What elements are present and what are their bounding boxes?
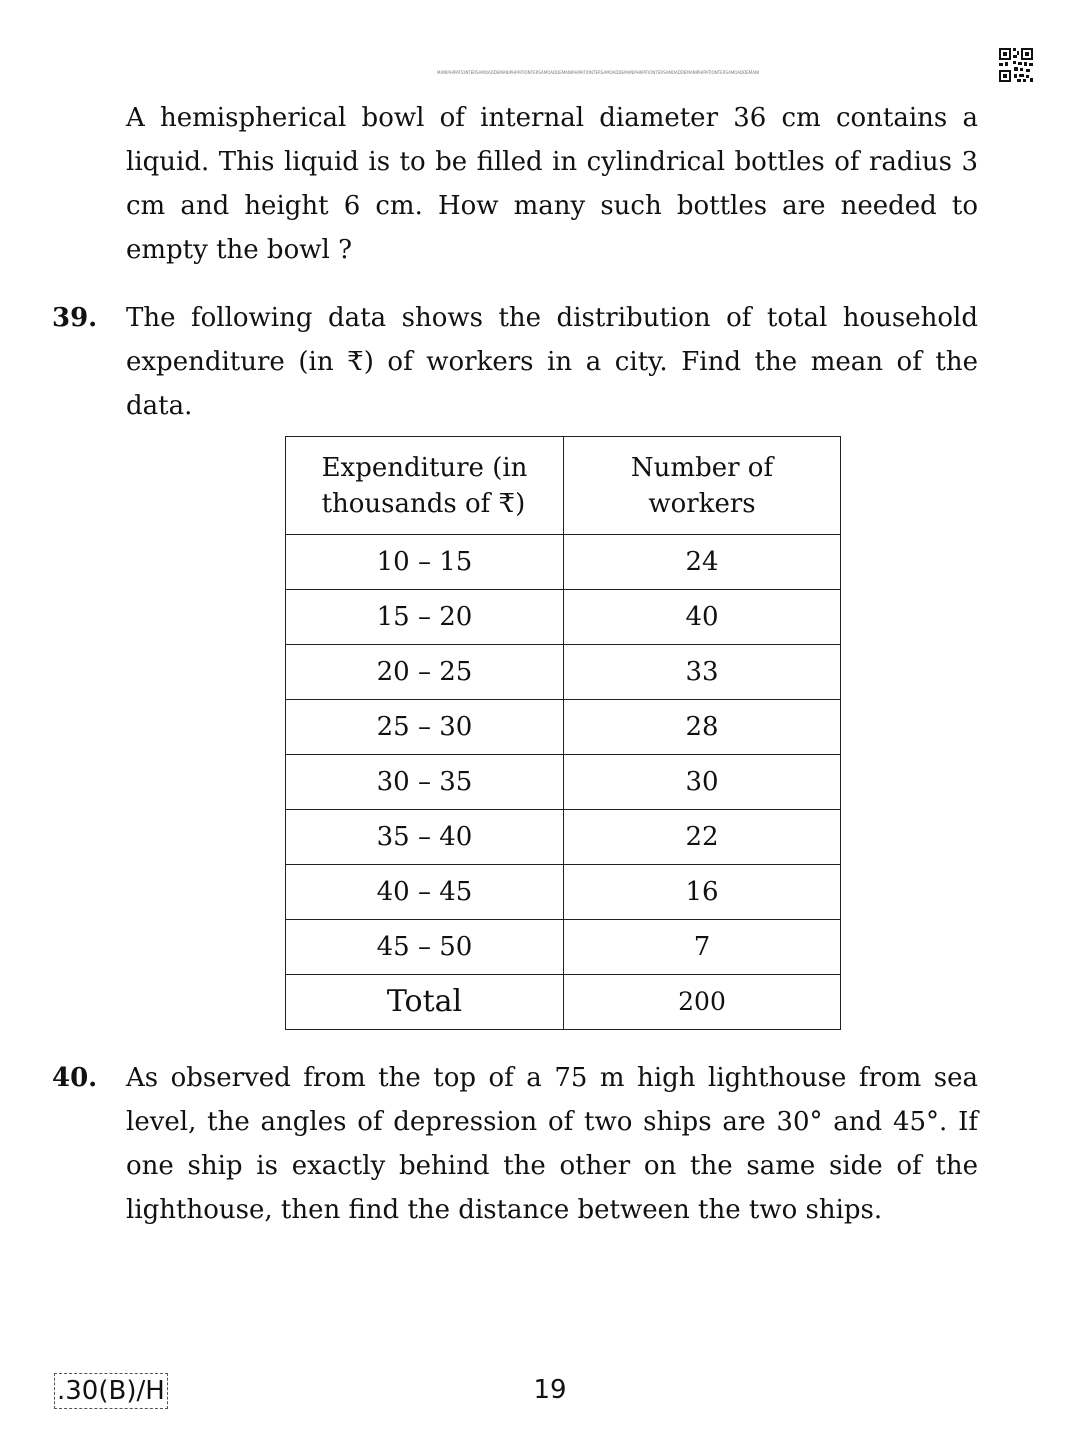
expenditure-cell: 15 – 20 bbox=[286, 590, 564, 645]
workers-cell: 28 bbox=[564, 700, 841, 755]
header-workers-line2: workers bbox=[648, 488, 756, 519]
question-40-text: As observed from the top of a 75 m high lighthouse from sea level, the angles of depression of two ships are 30° and 45°. If one ship is exactly behind the other on the same side of the lighthouse, then find the distance between the two ships. bbox=[126, 1063, 978, 1225]
header-expenditure-line1: Expenditure (in bbox=[321, 452, 528, 483]
paper-code: .30(B)/H bbox=[54, 1373, 168, 1409]
table-total-row bbox=[286, 975, 841, 1030]
expenditure-cell: 10 – 15 bbox=[286, 535, 564, 590]
expenditure-cell: 45 – 50 bbox=[286, 920, 564, 975]
expenditure-table bbox=[285, 436, 841, 1030]
table-row bbox=[286, 590, 841, 645]
header-expenditure bbox=[286, 437, 564, 535]
workers-cell: 30 bbox=[564, 755, 841, 810]
total-value: 200 bbox=[564, 975, 841, 1030]
question-39-number: 39. bbox=[52, 303, 98, 333]
table-row bbox=[286, 755, 841, 810]
workers-cell: 24 bbox=[564, 535, 841, 590]
page-number: 19 bbox=[533, 1375, 567, 1405]
question-39-text: The following data shows the distribution of total household expenditure (in ₹) of workers in a city. Find the mean of the data. bbox=[126, 303, 978, 421]
qr-code-icon bbox=[998, 47, 1034, 83]
header-workers-line1: Number of bbox=[630, 452, 774, 483]
expenditure-cell: 30 – 35 bbox=[286, 755, 564, 810]
expenditure-cell: 40 – 45 bbox=[286, 865, 564, 920]
question-38-text: A hemispherical bowl of internal diameter 36 cm contains a liquid. This liquid is to be filled in cylindrical bottles of radius 3 cm and height 6 cm. How many such bottles are needed to empty the bowl ? bbox=[126, 103, 978, 265]
table-row bbox=[286, 865, 841, 920]
expenditure-cell: 35 – 40 bbox=[286, 810, 564, 865]
table-row bbox=[286, 920, 841, 975]
workers-cell: 40 bbox=[564, 590, 841, 645]
expenditure-cell: 20 – 25 bbox=[286, 645, 564, 700]
question-40-number: 40. bbox=[52, 1063, 98, 1093]
expenditure-cell: 25 – 30 bbox=[286, 700, 564, 755]
header-workers bbox=[564, 437, 841, 535]
workers-cell: 7 bbox=[564, 920, 841, 975]
total-label: Total bbox=[286, 975, 564, 1030]
security-microtext: MANIPHIPATIONTERSAMOADDEMANIPHIPATIONTERSAMOADDEMANIPHIPATIONTERSAMOADDEMANIPHIPATIONTERSAMOADDEMANIPHIPATIONTERSAMOADDEMANI bbox=[437, 70, 760, 75]
workers-cell: 22 bbox=[564, 810, 841, 865]
header-expenditure-line2: thousands of ₹) bbox=[321, 488, 526, 519]
table-row bbox=[286, 810, 841, 865]
workers-cell: 16 bbox=[564, 865, 841, 920]
workers-cell: 33 bbox=[564, 645, 841, 700]
table-row bbox=[286, 700, 841, 755]
table-row bbox=[286, 645, 841, 700]
table-row bbox=[286, 535, 841, 590]
